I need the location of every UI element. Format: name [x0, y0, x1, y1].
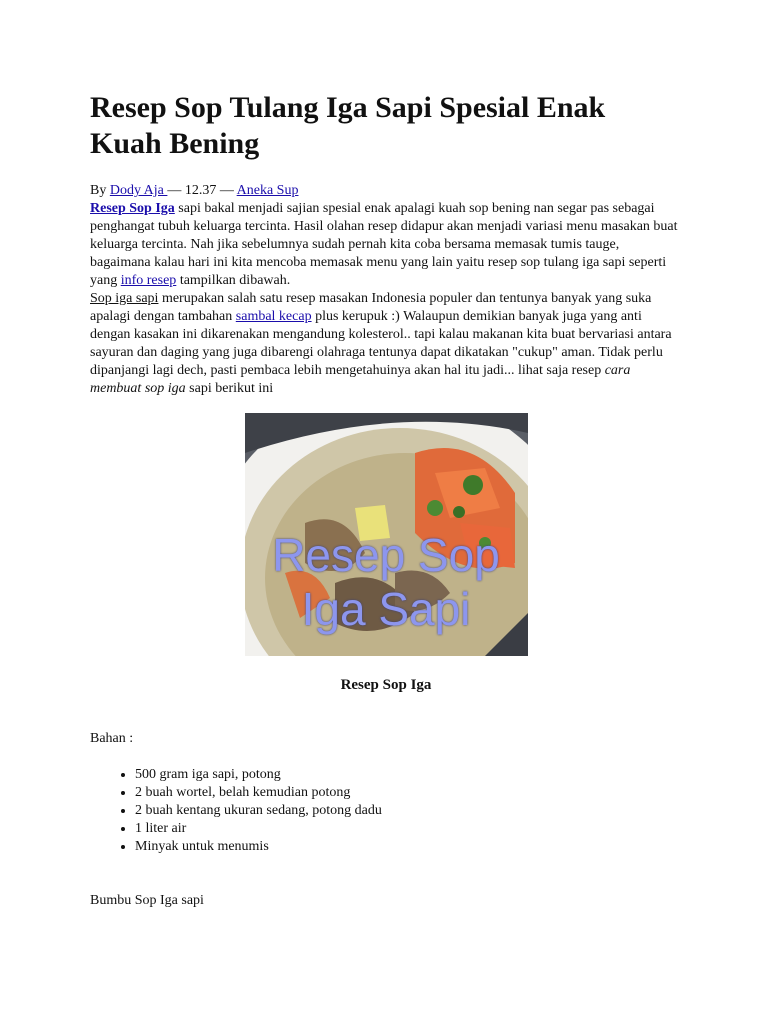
- intro-text-end: tampilkan dibawah.: [176, 273, 291, 288]
- second-text-mid: plus kerupuk :) Walaupun demikian banyak juga yang anti dengan kasakan ini dikarenakan mengandung kolesterol.. tapi kalau makanan kita buat bervariasi antara sayuran dan daging yang juga dibarengi olahraga tentunya dapat dikatakan "cukup" aman. Tidak perlu dipanjangi lagi dech, pasti pembaca lebih mengetahuinya akan hal itu jadi... lihat saja resep: [90, 309, 672, 378]
- list-item: • 2 buah kentang ukuran sedang, potong dadu: [135, 802, 682, 820]
- info-resep-link[interactable]: info resep: [120, 273, 177, 288]
- list-item: • 500 gram iga sapi, potong: [135, 766, 682, 784]
- article-meta: [90, 182, 682, 200]
- bahan-label: Bahan :: [90, 731, 134, 746]
- second-paragraph: [90, 290, 682, 398]
- resep-sop-iga-link[interactable]: Resep Sop Iga: [90, 201, 175, 216]
- bumbu-label: Bumbu Sop Iga sapi: [90, 893, 204, 908]
- by-label: By: [90, 183, 107, 198]
- second-text: merupakan salah satu resep masakan Indonesia populer dan tentunya banyak yang suka apalagi dengan tambahan: [90, 291, 652, 324]
- meta-time: — 12.37 —: [167, 183, 237, 198]
- list-item: • Minyak untuk menumis: [135, 838, 682, 856]
- category-link[interactable]: Aneka Sup: [236, 183, 299, 198]
- author-link[interactable]: Dody Aja: [109, 183, 168, 198]
- intro-text: sapi bakal menjadi sajian spesial enak apalagi kuah sop bening nan segar pas sebagai penghangat tubuh keluarga tercinta. Hasil olahan resep didapur akan menjadi variasi menu masakan buat keluarga tercinta. Nah jika sebelumnya sudah pernah kita coba bersama memasak tumis tauge, bagaimana kalau hari ini kita mencoba memasak menu yang lain yaitu resep sop tulang iga sapi seperti yang: [90, 201, 678, 288]
- second-text-end: sapi berikut ini: [185, 381, 274, 396]
- sop-iga-sapi-link[interactable]: Sop iga sapi: [90, 291, 159, 306]
- sambal-kecap-link[interactable]: sambal kecap: [235, 309, 312, 324]
- soup-photo: [245, 413, 528, 656]
- overlay-line-1: Resep Sop: [272, 529, 500, 581]
- overlay-line-2: Iga Sapi: [301, 583, 471, 635]
- list-item: • 2 buah wortel, belah kemudian potong: [135, 784, 682, 802]
- list-item: • 1 liter air: [135, 820, 682, 838]
- image-caption: Resep Sop Iga: [340, 677, 432, 693]
- italic-phrase: cara membuat sop iga: [90, 363, 631, 396]
- article-body: [90, 90, 682, 910]
- recipe-figure: [90, 413, 682, 694]
- intro-paragraph: [90, 200, 682, 290]
- article-title: Resep Sop Tulang Iga Sapi Spesial Enak Kuah Bening: [90, 91, 606, 160]
- bahan-list: [90, 766, 682, 856]
